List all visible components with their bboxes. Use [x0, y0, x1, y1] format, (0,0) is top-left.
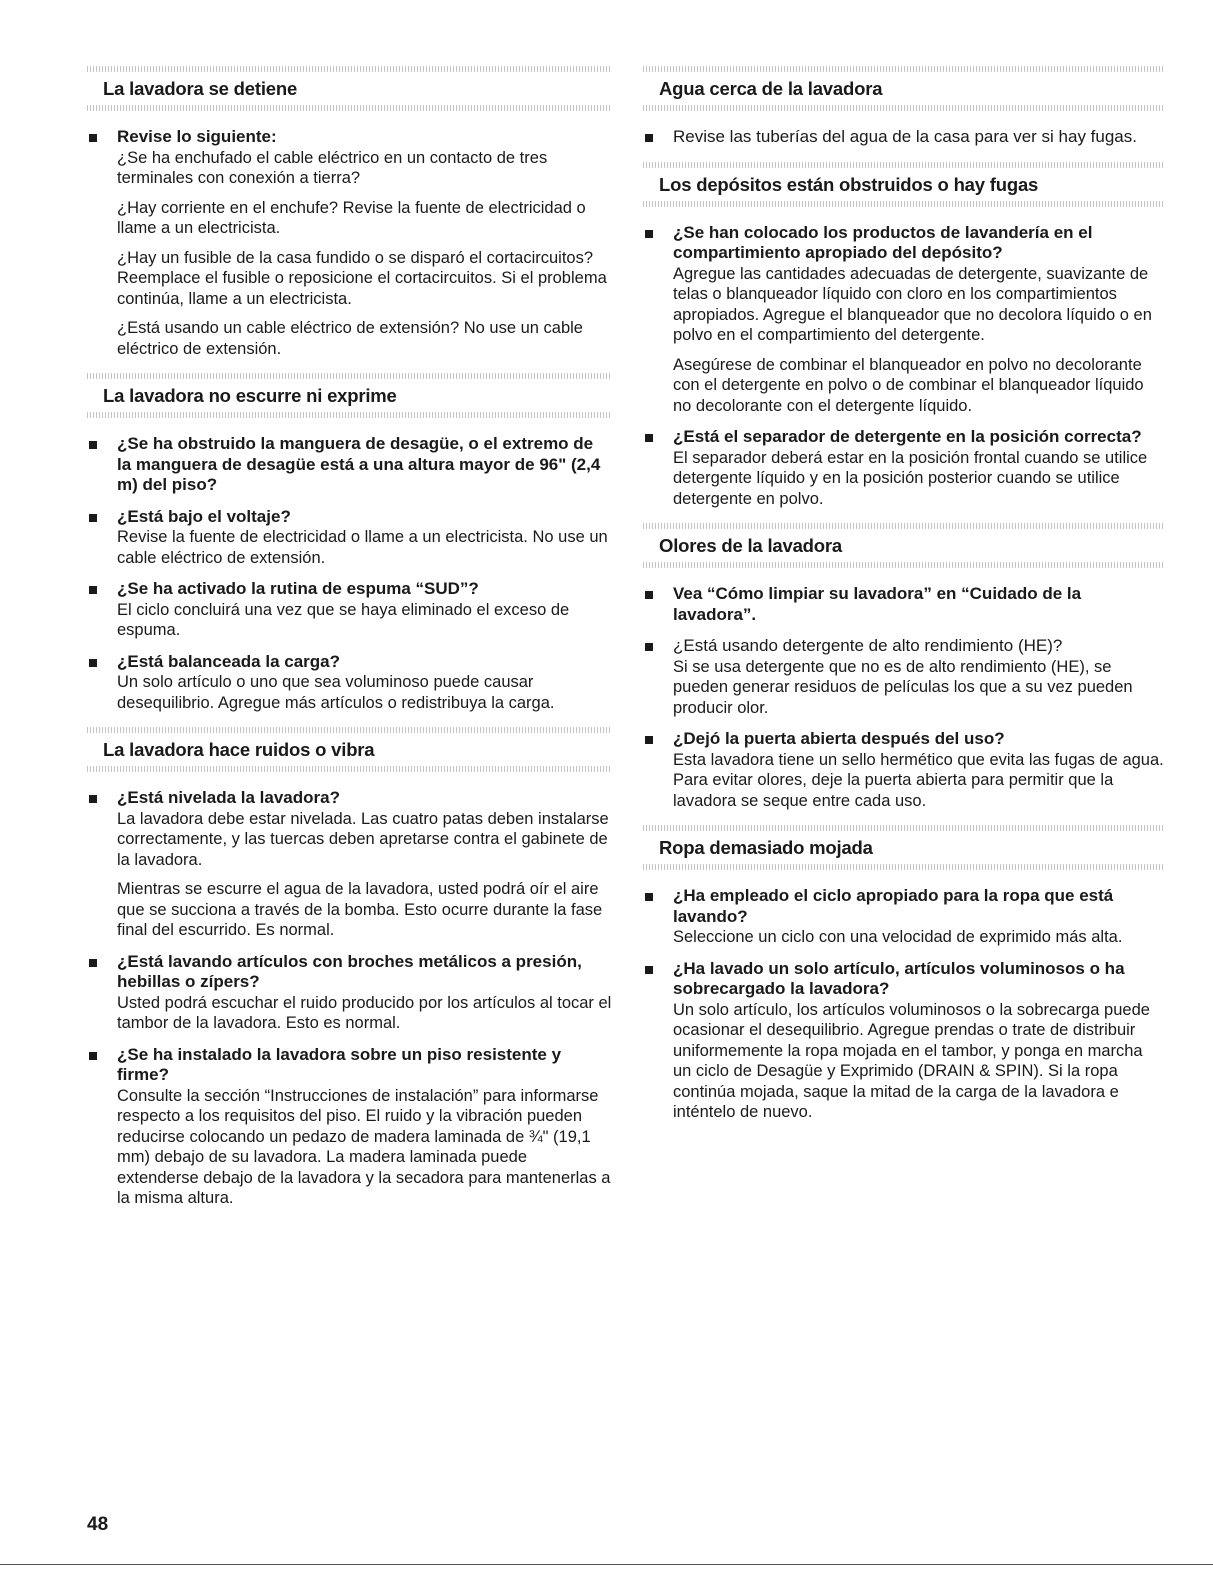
- item-question: ¿Está lavando artículos con broches metálicos a presión, hebillas o zípers?: [117, 951, 582, 991]
- section-divider: [87, 727, 612, 733]
- item-list: [643, 223, 1165, 510]
- square-bullet-icon: [645, 736, 653, 744]
- item-question: ¿Está bajo el voltaje?: [117, 506, 291, 526]
- item-text: Usted podrá escuchar el ruido producido por los artículos al tocar el tambor de la lavadora. Esto es normal.: [117, 993, 612, 1032]
- section-divider: [87, 66, 612, 72]
- section-divider: [87, 412, 612, 418]
- item-text: El separador deberá estar en la posición frontal cuando se utilice detergente líquido y en la posición posterior cuando se utilice detergente en polvo.: [673, 448, 1148, 508]
- square-bullet-icon: [645, 966, 653, 974]
- list-item: [87, 579, 612, 641]
- square-bullet-icon: [89, 795, 97, 803]
- list-item: [643, 584, 1165, 625]
- item-text: Agregue las cantidades adecuadas de detergente, suavizante de telas o blanqueador líquido con cloro en los compartimientos apropiados. Agregue el blanqueador que no decolora líquido o en polvo en el compartimiento del detergente.: [673, 264, 1152, 344]
- item-question: ¿Se ha obstruido la manguera de desagüe, o el extremo de la manguera de desagüe está a una altura mayor de 96" (2,4 m) del piso?: [117, 434, 601, 494]
- section-title: Ropa demasiado mojada: [659, 837, 873, 858]
- item-question: ¿Está balanceada la carga?: [117, 651, 340, 671]
- square-bullet-icon: [89, 134, 97, 142]
- item-list: [87, 434, 612, 713]
- list-item: [87, 434, 612, 496]
- section-divider: [643, 66, 1165, 72]
- section-divider: [643, 562, 1165, 568]
- item-text: El ciclo concluirá una vez que se haya eliminado el exceso de espuma.: [117, 600, 570, 639]
- troubleshooting-section: [643, 523, 1165, 811]
- square-bullet-icon: [645, 643, 653, 651]
- list-item: [87, 507, 612, 569]
- item-text: Asegúrese de combinar el blanqueador en polvo no decolorante con el detergente en polvo o de combinar el blanqueador líquido no decolorante con el detergente líquido.: [673, 355, 1144, 415]
- section-title: La lavadora no escurre ni exprime: [103, 385, 397, 406]
- square-bullet-icon: [89, 959, 97, 967]
- item-text: Un solo artículo, los artículos voluminosos o la sobrecarga puede ocasionar el desequilibrio. Agregue prendas o trate de distribuir uniformemente la ropa mojada en el tambor, y ponga en marcha un ciclo de Desagüe y Exprimido (DRAIN & SPIN). Si la ropa continúa mojada, saque la mitad de la carga de la lavadora e inténtelo de nuevo.: [673, 1000, 1150, 1121]
- square-bullet-icon: [89, 659, 97, 667]
- bottom-rule: [0, 1564, 1213, 1565]
- list-item: [87, 127, 612, 359]
- item-text: Esta lavadora tiene un sello hermético que evita las fugas de agua. Para evitar olores, deje la puerta abierta para permitir que la lavadora se seque entre cada uso.: [673, 750, 1164, 810]
- item-question: Revise las tuberías del agua de la casa para ver si hay fugas.: [673, 127, 1137, 146]
- list-item: [643, 729, 1165, 811]
- section-divider: [87, 766, 612, 772]
- troubleshooting-section: [643, 825, 1165, 1123]
- left-column: [87, 66, 612, 1223]
- item-text: ¿Se ha enchufado el cable eléctrico en un contacto de tres terminales con conexión a tierra?: [117, 148, 548, 187]
- section-divider: [643, 201, 1165, 207]
- square-bullet-icon: [645, 230, 653, 238]
- list-item: [643, 223, 1165, 417]
- section-divider: [87, 373, 612, 379]
- list-item: [87, 788, 612, 941]
- item-text: Si se usa detergente que no es de alto rendimiento (HE), se pueden generar residuos de películas los que a su vez pueden producir olor.: [673, 657, 1133, 717]
- list-item: [643, 127, 1165, 148]
- square-bullet-icon: [89, 1052, 97, 1060]
- item-question: ¿Se ha activado la rutina de espuma “SUD”?: [117, 579, 479, 598]
- square-bullet-icon: [645, 591, 653, 599]
- square-bullet-icon: [645, 893, 653, 901]
- item-text: La lavadora debe estar nivelada. Las cuatro patas deben instalarse correctamente, y las tuercas deben apretarse contra el gabinete de la lavadora.: [117, 809, 609, 869]
- item-text: ¿Está usando un cable eléctrico de extensión? No use un cable eléctrico de extensión.: [117, 319, 583, 358]
- item-list: [643, 127, 1165, 148]
- section-title: Agua cerca de la lavadora: [659, 78, 883, 99]
- section-title: La lavadora se detiene: [103, 78, 298, 99]
- troubleshooting-section: [87, 727, 612, 1209]
- section-title: Los depósitos están obstruidos o hay fugas: [659, 173, 1039, 195]
- square-bullet-icon: [645, 434, 653, 442]
- item-text: Consulte la sección “Instrucciones de instalación” para informarse respecto a los requisitos del piso. El ruido y la vibración pueden reducirse colocando un pedazo de madera laminada de ¾" (19,1 mm) debajo de su lavadora. La madera laminada puede extenderse debajo de la lavadora y la secadora para mantenerlas a la misma altura.: [117, 1086, 611, 1207]
- list-item: [643, 959, 1165, 1123]
- item-text: Un solo artículo o uno que sea voluminoso puede causar desequilibrio. Agregue más artículos o redistribuya la carga.: [117, 673, 555, 712]
- item-text: Revise la fuente de electricidad o llame a un electricista. No use un cable eléctrico de extensión.: [117, 528, 608, 567]
- item-question: Revise lo siguiente:: [117, 127, 277, 146]
- item-question: ¿Ha empleado el ciclo apropiado para la ropa que está lavando?: [673, 886, 1114, 926]
- list-item: [643, 427, 1165, 509]
- item-question: ¿Dejó la puerta abierta después del uso?: [673, 729, 1005, 748]
- section-divider: [87, 105, 612, 111]
- section-divider: [643, 105, 1165, 111]
- item-list: [87, 127, 612, 359]
- square-bullet-icon: [645, 134, 653, 142]
- page-number: 48: [87, 1514, 109, 1535]
- section-divider: [643, 864, 1165, 870]
- square-bullet-icon: [89, 441, 97, 449]
- item-question: ¿Ha lavado un solo artículo, artículos voluminosos o ha sobrecargado la lavadora?: [673, 958, 1125, 998]
- list-item: [87, 652, 612, 714]
- troubleshooting-section: [87, 66, 612, 359]
- list-item: [87, 952, 612, 1034]
- section-title: Olores de la lavadora: [659, 535, 842, 556]
- item-question: ¿Está nivelada la lavadora?: [117, 788, 340, 807]
- item-question: ¿Se ha instalado la lavadora sobre un piso resistente y firme?: [117, 1044, 562, 1084]
- item-question: ¿Está el separador de detergente en la posición correcta?: [673, 427, 1142, 446]
- right-column: [643, 66, 1165, 1137]
- item-list: [643, 584, 1165, 811]
- item-text: ¿Hay un fusible de la casa fundido o se disparó el cortacircuitos? Reemplace el fusible o reposicione el cortacircuitos. Si el problema continúa, llame a un electricista.: [117, 248, 607, 308]
- item-list: [643, 886, 1165, 1123]
- troubleshooting-section: [643, 66, 1165, 148]
- troubleshooting-section: [87, 373, 612, 713]
- list-item: [643, 886, 1165, 948]
- troubleshooting-section: [643, 162, 1165, 510]
- item-text: Seleccione un ciclo con una velocidad de exprimido más alta.: [673, 928, 1123, 946]
- item-question: ¿Se han colocado los productos de lavandería en el compartimiento apropiado del depósito?: [673, 222, 1093, 262]
- section-title: La lavadora hace ruidos o vibra: [103, 739, 375, 760]
- list-item: [87, 1045, 612, 1209]
- list-item: [643, 636, 1165, 718]
- item-question: Vea “Cómo limpiar su lavadora” en “Cuidado de la lavadora”.: [673, 584, 1082, 624]
- item-text: ¿Hay corriente en el enchufe? Revise la fuente de electricidad o llame a un electricista.: [117, 198, 586, 237]
- item-question: ¿Está usando detergente de alto rendimiento (HE)?: [673, 636, 1063, 655]
- section-divider: [643, 825, 1165, 831]
- section-divider: [643, 523, 1165, 529]
- square-bullet-icon: [89, 586, 97, 594]
- item-text: Mientras se escurre el agua de la lavadora, usted podrá oír el aire que se succiona a través de la bomba. Esto ocurre durante la fase final del escurrido. Es normal.: [117, 880, 603, 939]
- section-divider: [643, 162, 1165, 168]
- square-bullet-icon: [89, 514, 97, 522]
- item-list: [87, 788, 612, 1209]
